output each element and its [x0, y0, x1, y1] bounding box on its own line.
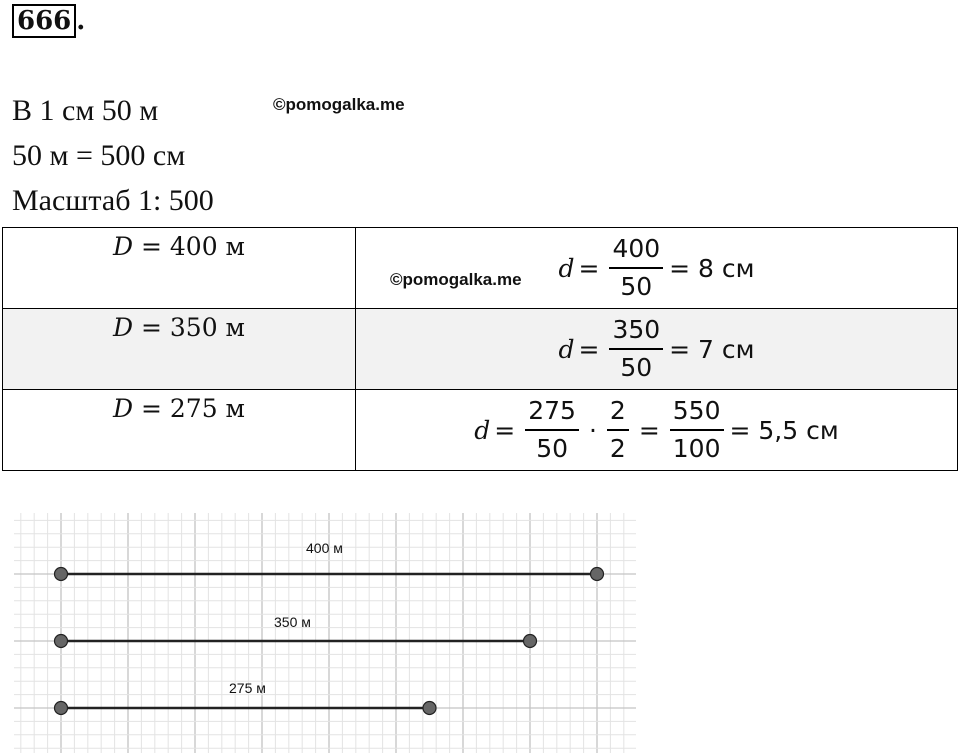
- formula-cell: [356, 228, 958, 309]
- segment-diagram: [14, 513, 636, 753]
- fraction: $\frac{350}{50}$: [609, 315, 663, 383]
- formula-row-1: d = $\frac{400}{50}$ = 8 см: [558, 234, 755, 301]
- table-row: [3, 390, 958, 471]
- scale-line: Масштаб 1: 500: [12, 184, 214, 217]
- fraction: $\frac{550}{100}$: [670, 396, 724, 464]
- formula-cell: [356, 309, 958, 390]
- segment-endpoint: [55, 568, 68, 581]
- given-line-2: 50 м = 500 см: [12, 139, 186, 172]
- distance-cell: D = 275 м: [3, 390, 356, 471]
- fraction: $\frac{275}{50}$: [525, 396, 579, 464]
- formula-row-2: d = $\frac{350}{50}$ = 7 см: [558, 315, 755, 382]
- table-row: [3, 309, 958, 390]
- segment-label: 350 м: [274, 614, 311, 630]
- segment-endpoint: [524, 635, 537, 648]
- segment-endpoint: [591, 568, 604, 581]
- fraction: $\frac{400}{50}$: [609, 234, 663, 302]
- problem-number-box: 666: [12, 4, 76, 38]
- segment-label: 275 м: [229, 680, 266, 696]
- calculation-table: [2, 227, 958, 471]
- distance-cell: D = 350 м: [3, 309, 356, 390]
- formula-row-3: d = $\frac{275}{50}$ · $\frac{2}{2}$ = $\frac{550}{100}$ = 5,5 см: [474, 396, 839, 463]
- watermark-top: ©pomogalka.me: [273, 95, 405, 114]
- table-row: [3, 228, 958, 309]
- distance-cell: D = 400 м: [3, 228, 356, 309]
- formula-cell: [356, 390, 958, 471]
- fraction: $\frac{2}{2}$: [607, 396, 629, 464]
- segment-endpoint: [55, 702, 68, 715]
- problem-number: 666 .: [12, 4, 85, 38]
- segment-endpoint: [423, 702, 436, 715]
- segment-label: 400 м: [306, 540, 343, 556]
- segment-endpoint: [55, 635, 68, 648]
- watermark-table: ©pomogalka.me: [390, 270, 522, 289]
- given-line-1: В 1 см 50 м: [12, 94, 159, 127]
